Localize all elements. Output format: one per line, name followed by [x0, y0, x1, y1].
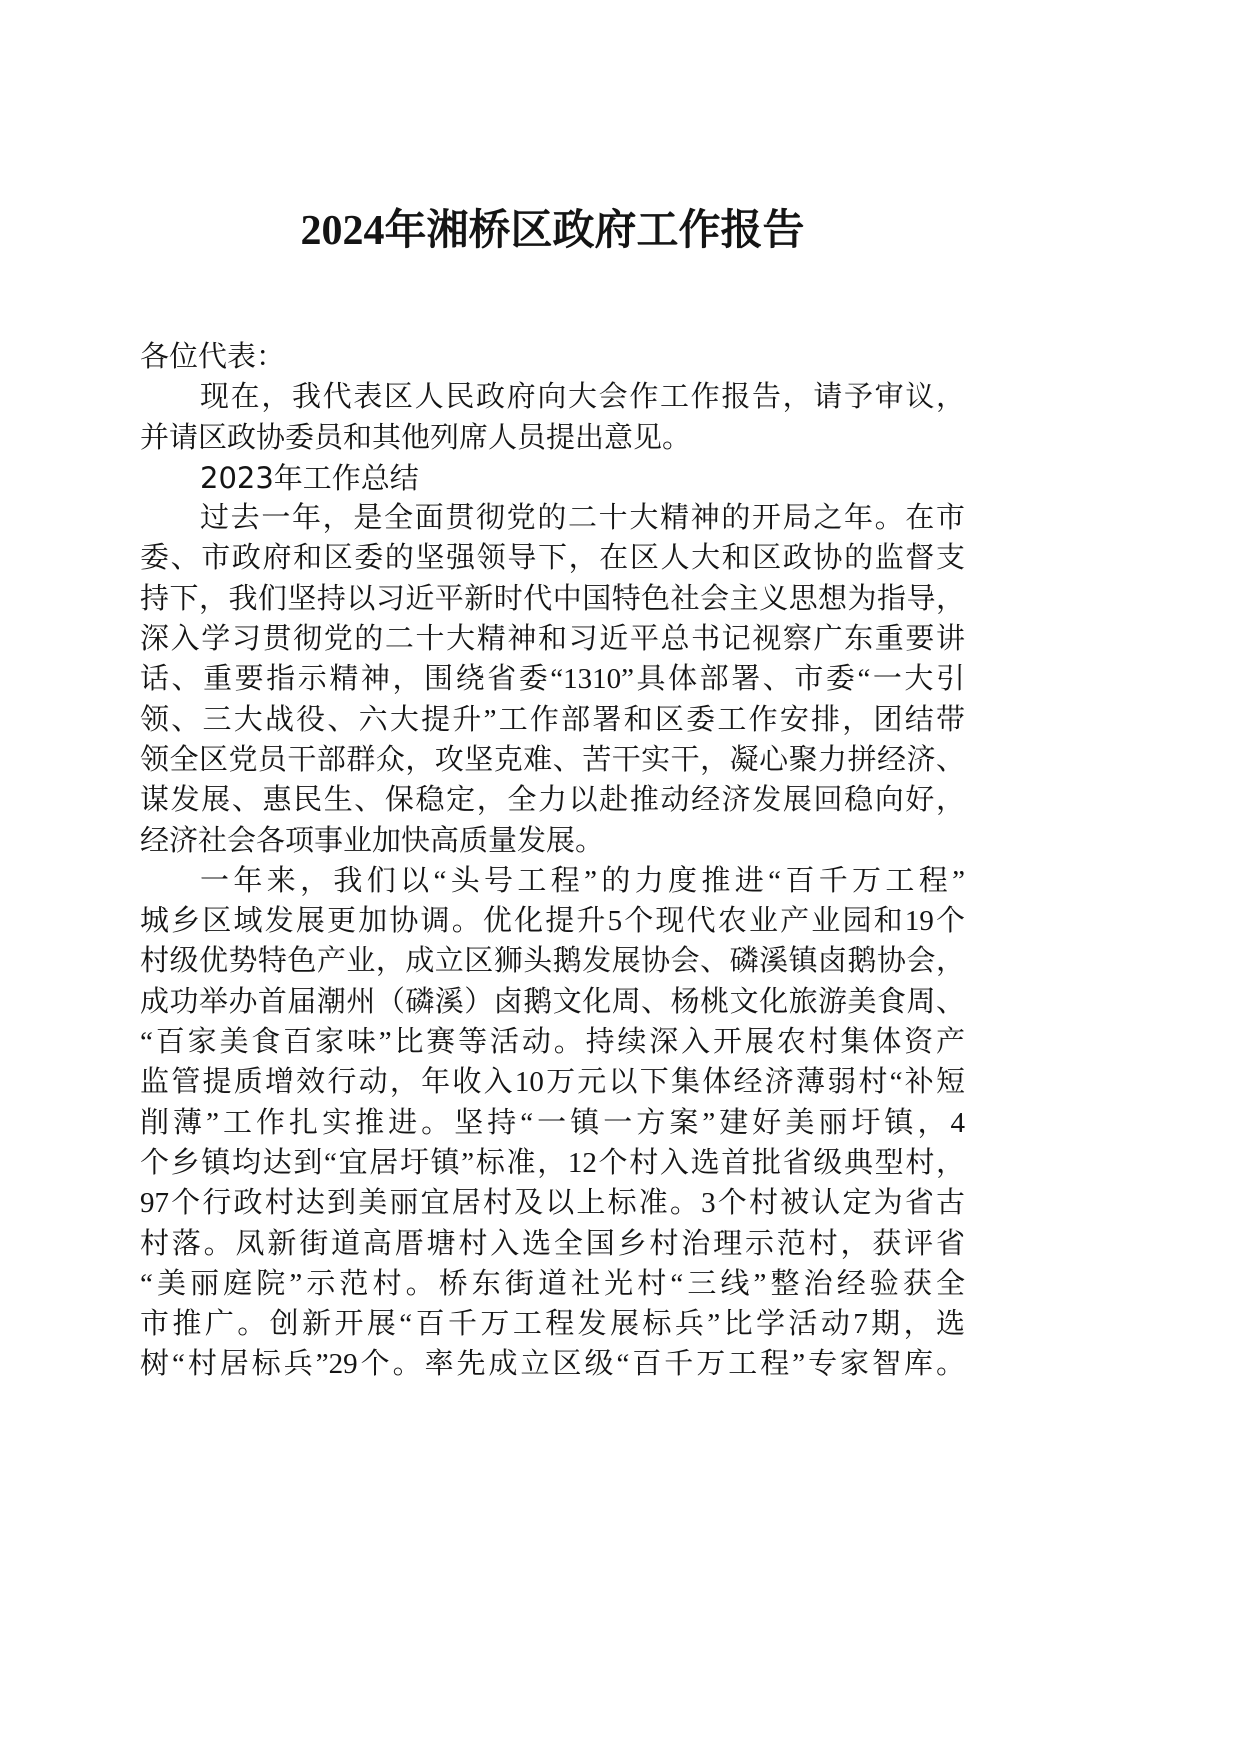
paragraph-line: “美丽庭院”示范村。桥东街道社光村“三线”整治经验获全 [140, 1267, 965, 1300]
paragraph-line: 领、三大战役、六大提升”工作部署和区委工作安排，团结带 [140, 703, 965, 736]
paragraph-line: 监管提质增效行动，年收入10万元以下集体经济薄弱村“补短 [140, 1066, 965, 1099]
paragraph-line: 城乡区域发展更加协调。优化提升5个现代农业产业园和19个 [140, 905, 965, 938]
paragraph-line: 持下，我们坚持以习近平新时代中国特色社会主义思想为指导， [140, 582, 965, 615]
paragraph-rural-development [140, 861, 965, 1385]
paragraph-line: 个乡镇均达到“宜居圩镇”标准，12个村入选首批省级典型村， [140, 1146, 965, 1179]
document-title: 2024年湘桥区政府工作报告 [300, 208, 805, 254]
paragraph-line: 领全区党员干部群众，攻坚克难、苦干实干，凝心聚力拼经济、 [140, 743, 965, 776]
paragraph-line: 深入学习贯彻党的二十大精神和习近平总书记视察广东重要讲 [140, 623, 965, 656]
paragraph-line: 削薄”工作扎实推进。坚持“一镇一方案”建好美丽圩镇，4 [140, 1106, 965, 1139]
paragraph-line: 并请区政协委员和其他列席人员提出意见。 [140, 421, 692, 454]
paragraph-line: 树“村居标兵”29个。率先成立区级“百千万工程”专家智库。 [140, 1348, 965, 1381]
paragraph-line: 97个行政村达到美丽宜居村及以上标准。3个村被认定为省古 [140, 1187, 965, 1220]
paragraph-line: 经济社会各项事业加快高质量发展。 [140, 824, 605, 857]
paragraph-line: 市推广。创新开展“百千万工程发展标兵”比学活动7期，选 [140, 1308, 965, 1341]
paragraph-work-summary [140, 498, 965, 861]
section-heading: 2023年工作总结 [200, 460, 419, 495]
paragraph-intro [140, 377, 965, 458]
paragraph-line: 村级优势特色产业，成立区狮头鹅发展协会、磷溪镇卤鹅协会， [140, 945, 965, 978]
paragraph-line: 现在，我代表区人民政府向大会作工作报告，请予审议， [200, 381, 965, 414]
paragraph-line: 谋发展、惠民生、保稳定，全力以赴推动经济发展回稳向好， [140, 784, 965, 817]
document-body [140, 337, 965, 1385]
paragraph-line: 成功举办首届潮州（磷溪）卤鹅文化周、杨桃文化旅游美食周、 [140, 985, 965, 1018]
paragraph-line: 话、重要指示精神，围绕省委“1310”具体部署、市委“一大引 [140, 663, 965, 696]
paragraph-line: 一年来，我们以“头号工程”的力度推进“百千万工程” [200, 864, 965, 897]
paragraph-line: 村落。凤新街道高厝塘村入选全国乡村治理示范村，获评省 [140, 1227, 965, 1260]
paragraph-line: “百家美食百家味”比赛等活动。持续深入开展农村集体资产 [140, 1026, 965, 1059]
paragraph-line: 过去一年，是全面贯彻党的二十大精神的开局之年。在市 [200, 502, 965, 535]
paragraph-line: 委、市政府和区委的坚强领导下，在区人大和区政协的监督支 [140, 542, 965, 575]
salutation: 各位代表： [140, 341, 286, 373]
